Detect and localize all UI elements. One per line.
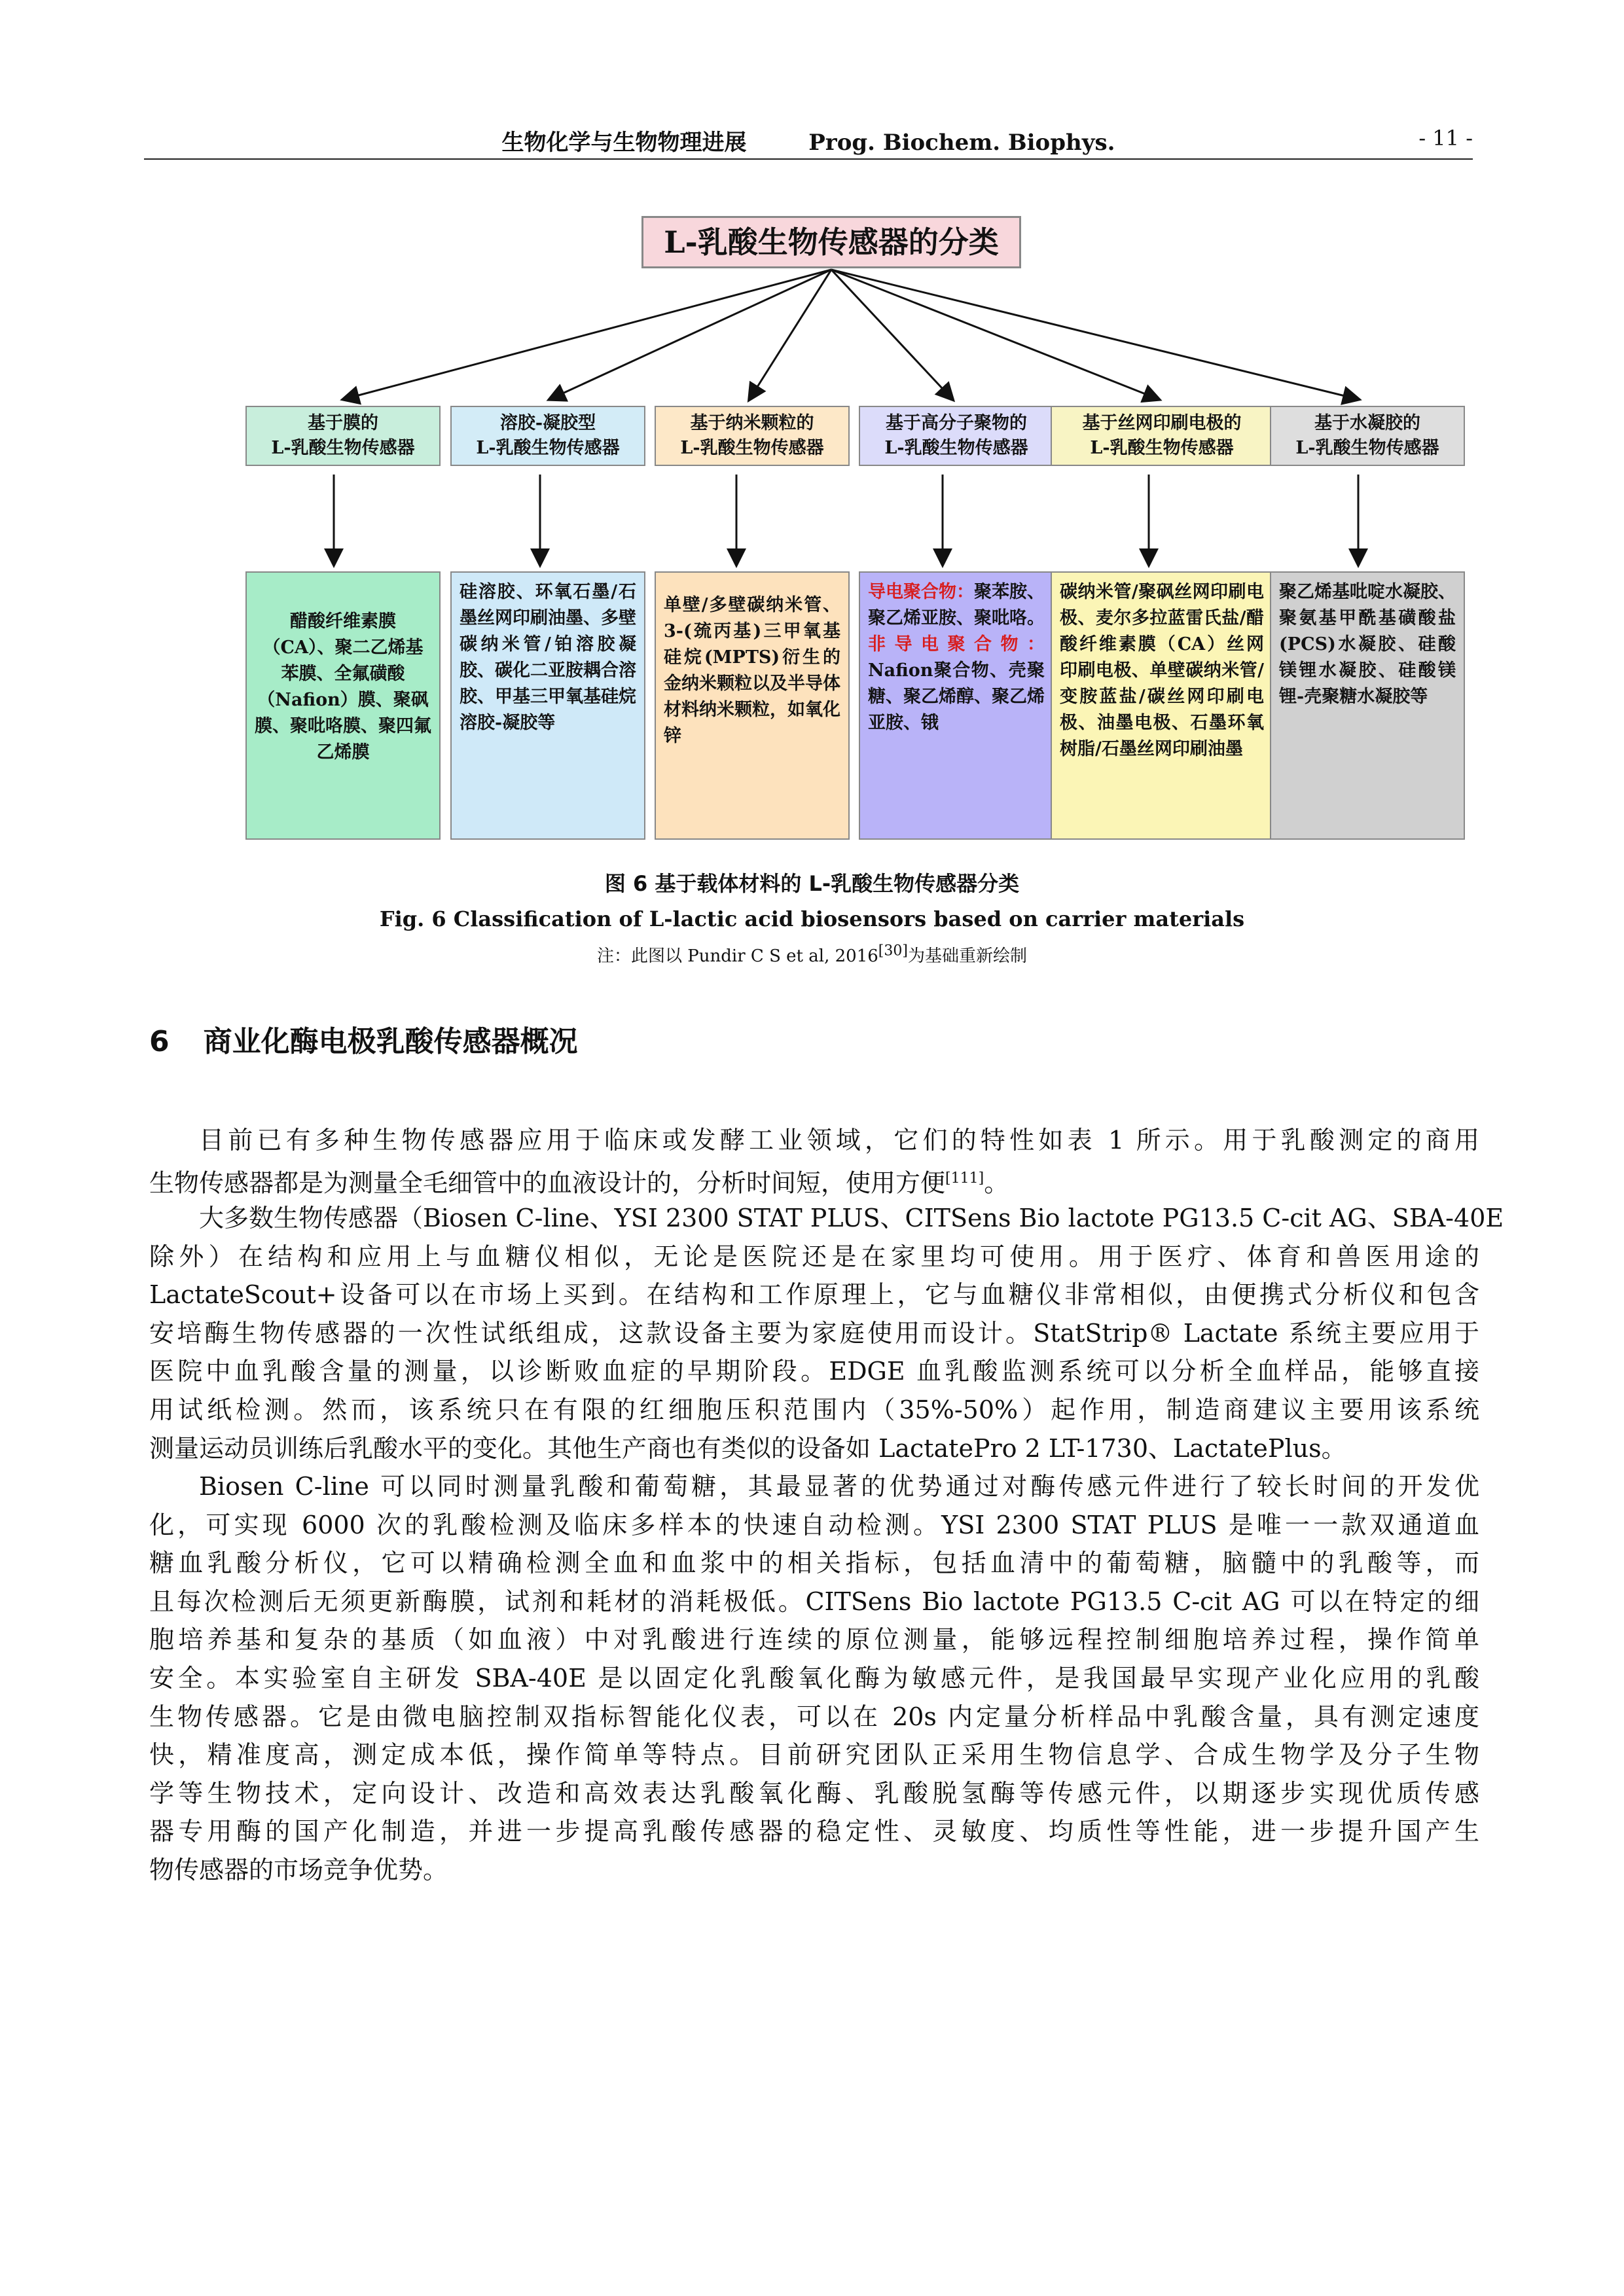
text-line: 测量运动员训练后乳酸水平的变化。其他生产商也有类似的设备如 LactatePro 2 LT-1730、LactatePlus。 [149,1433,1346,1463]
leaf-membrane: 醋酸纤维素膜（CA）、聚二乙烯基苯膜、全氟磺酸（Nafion）膜、聚砜膜、聚吡咯膜、聚四氟乙烯膜 [245,571,441,840]
section-title-text: 商业化酶电极乳酸传感器概况 [203,1025,578,1058]
figure-caption-en: Fig. 6 Classification of L-lactic acid biosensors based on carrier materials [379,906,1245,931]
category-membrane [245,406,441,466]
text-line: 安培酶生物传感器的一次性试纸组成，这款设备主要为家庭使用而设计。StatStrip® Lactate 系统主要应用于 [149,1318,1479,1348]
text-line: 医院中血乳酸含量的测量，以诊断败血症的早期阶段。EDGE 血乳酸监测系统可以分析全血样品，能够直接 [149,1357,1479,1386]
text-line: 胞培养基和复杂的基质（如血液）中对乳酸进行连续的原位测量，能够远程控制细胞培养过程，操作简单 [149,1625,1479,1655]
text-line: 化，可实现 6000 次的乳酸检测及临床多样本的快速自动检测。YSI 2300 STAT PLUS 是唯一一款双通道血 [149,1510,1479,1539]
text-line: 糖血乳酸分析仪，它可以精确检测全血和血浆中的相关指标，包括血清中的葡萄糖，脑髓中的乳酸等，而 [149,1549,1479,1578]
category-nanoparticle [655,406,850,466]
paragraph-2 [149,1199,1504,1467]
category-sol-gel [450,406,645,466]
page-number: - 11 - [1418,126,1473,151]
text-line: LactateScout+设备可以在市场上买到。在结构和工作原理上，它与血糖仪非常相似，由便携式分析仪和包含 [149,1280,1479,1310]
text-line [149,1160,1479,1202]
paragraph-3 [149,1467,1479,1890]
figure-note-suffix: 为基础重新绘制 [907,946,1027,966]
leaf-nanoparticle: 单壁/多壁碳纳米管、3-(巯丙基)三甲氧基硅烷(MPTS)衍生的金纳米颗粒以及半导体材料纳米颗粒，如氧化锌 [655,571,850,840]
category-line: L-乳酸生物传感器 [1090,438,1234,458]
category-line: L-乳酸生物传感器 [476,438,620,458]
figure-note-prefix: 注：此图以 Pundir C S et al, 2016 [597,946,878,966]
figure-note [0,942,1624,967]
category-line: 基于膜的 [308,413,378,433]
leaf-hydrogel: 聚乙烯基吡啶水凝胶、聚氨基甲酰基磺酸盐(PCS)水凝胶、硅酸镁锂水凝胶、硅酸镁锂-壳聚糖水凝胶等 [1270,571,1465,840]
leaf-polymer-conductive-label: 导电聚合物： [868,582,974,602]
leaf-sol-gel: 硅溶胶、环氧石墨/石墨丝网印刷油墨、多壁碳纳米管/铂溶胶凝胶、碳化二亚胺耦合溶胶、甲基三甲氧基硅烷溶胶-凝胶等 [450,571,645,840]
text-line: 用试纸检测。然而，该系统只在有限的红细胞压积范围内（35%-50%）起作用，制造商建议主要用该系统 [149,1395,1479,1424]
running-header [144,124,1473,157]
leaf-polymer-conductive-text: 聚苯胺、聚乙烯亚胺、聚吡咯。 [868,582,1045,628]
text-line: 快，精准度高，测定成本低，操作简单等特点。目前研究团队正采用生物信息学、合成生物学及分子生物 [149,1740,1479,1770]
text-segment: 生物传感器都是为测量全毛细管中的血液设计的，分析时间短，使用方便 [149,1168,946,1198]
text-line: 生物传感器。它是由微电脑控制双指标智能化仪表，可以在 20s 内定量分析样品中乳酸含量，具有测定速度 [149,1702,1479,1731]
figure-note-ref: [30] [878,942,908,960]
text-segment: 。 [984,1168,1009,1198]
text-line: 器专用酶的国产化制造，并进一步提高乳酸传感器的稳定性、灵敏度、均质性等性能，进一步提升国产生 [149,1817,1479,1846]
category-line: 基于水凝胶的 [1314,413,1420,433]
section-heading [149,1018,578,1060]
header-rule [144,158,1473,160]
category-screen-printed [1051,406,1273,466]
category-polymer [859,406,1054,466]
leaf-polymer [859,571,1054,840]
text-line: 除外）在结构和应用上与血糖仪相似，无论是医院还是在家里均可使用。用于医疗、体育和兽医用途的 [149,1242,1479,1271]
category-hydrogel [1270,406,1465,466]
category-line: L-乳酸生物传感器 [680,438,824,458]
text-line: 目前已有多种生物传感器应用于临床或发酵工业领域，它们的特性如表 1 所示。用于乳酸测定的商用 [199,1126,1479,1155]
leaf-polymer-nonconductive-text: Nafion聚合物、壳聚糖、聚乙烯醇、聚乙烯亚胺、锇 [868,660,1045,733]
classification-diagram [242,203,1473,844]
citation: [111] [945,1170,984,1187]
text-line: Biosen C-line 可以同时测量乳酸和葡萄糖，其最显著的优势通过对酶传感元件进行了较长时间的开发优 [199,1472,1479,1501]
category-line: 基于丝网印刷电极的 [1082,413,1242,433]
category-line: L-乳酸生物传感器 [884,438,1028,458]
section-number: 6 [149,1025,170,1058]
category-line: L-乳酸生物传感器 [271,438,415,458]
text-line: 安全。本实验室自主研发 SBA-40E 是以固定化乳酸氧化酶为敏感元件，是我国最早实现产业化应用的乳酸 [149,1663,1479,1693]
category-line: L-乳酸生物传感器 [1295,438,1439,458]
journal-title: 生物化学与生物物理进展 Prog. Biochem. Biophys. [501,130,1115,156]
text-line: 大多数生物传感器（Biosen C-line、YSI 2300 STAT PLUS、CITSens Bio lactote PG13.5 C-cit AG、SBA-40E [199,1204,1504,1232]
leaf-screen-printed: 碳纳米管/聚砜丝网印刷电极、麦尔多拉蓝雷氏盐/醋酸纤维素膜（CA）丝网印刷电极、单壁碳纳米管/变胺蓝盐/碳丝网印刷电极、油墨电极、石墨环氧树脂/石墨丝网印刷油墨 [1051,571,1273,840]
category-line: 基于纳米颗粒的 [690,413,814,433]
diagram-root-box: L-乳酸生物传感器的分类 [641,216,1021,268]
category-line: 基于高分子聚物的 [886,413,1027,433]
text-line: 学等生物技术，定向设计、改造和高效表达乳酸氧化酶、乳酸脱氢酶等传感元件，以期逐步实现优质传感 [149,1778,1479,1808]
leaf-polymer-nonconductive-label: 非导电聚合物： [868,634,1045,655]
category-line: 溶胶-凝胶型 [499,413,596,433]
paragraph-1 [149,1121,1479,1202]
text-line: 物传感器的市场竞争优势。 [149,1855,448,1884]
text-line: 且每次检测后无须更新酶膜，试剂和耗材的消耗极低。CITSens Bio lactote PG13.5 C-cit AG 可以在特定的细 [149,1587,1479,1616]
figure-caption-cn: 图 6 基于载体材料的 L-乳酸生物传感器分类 [604,871,1020,896]
